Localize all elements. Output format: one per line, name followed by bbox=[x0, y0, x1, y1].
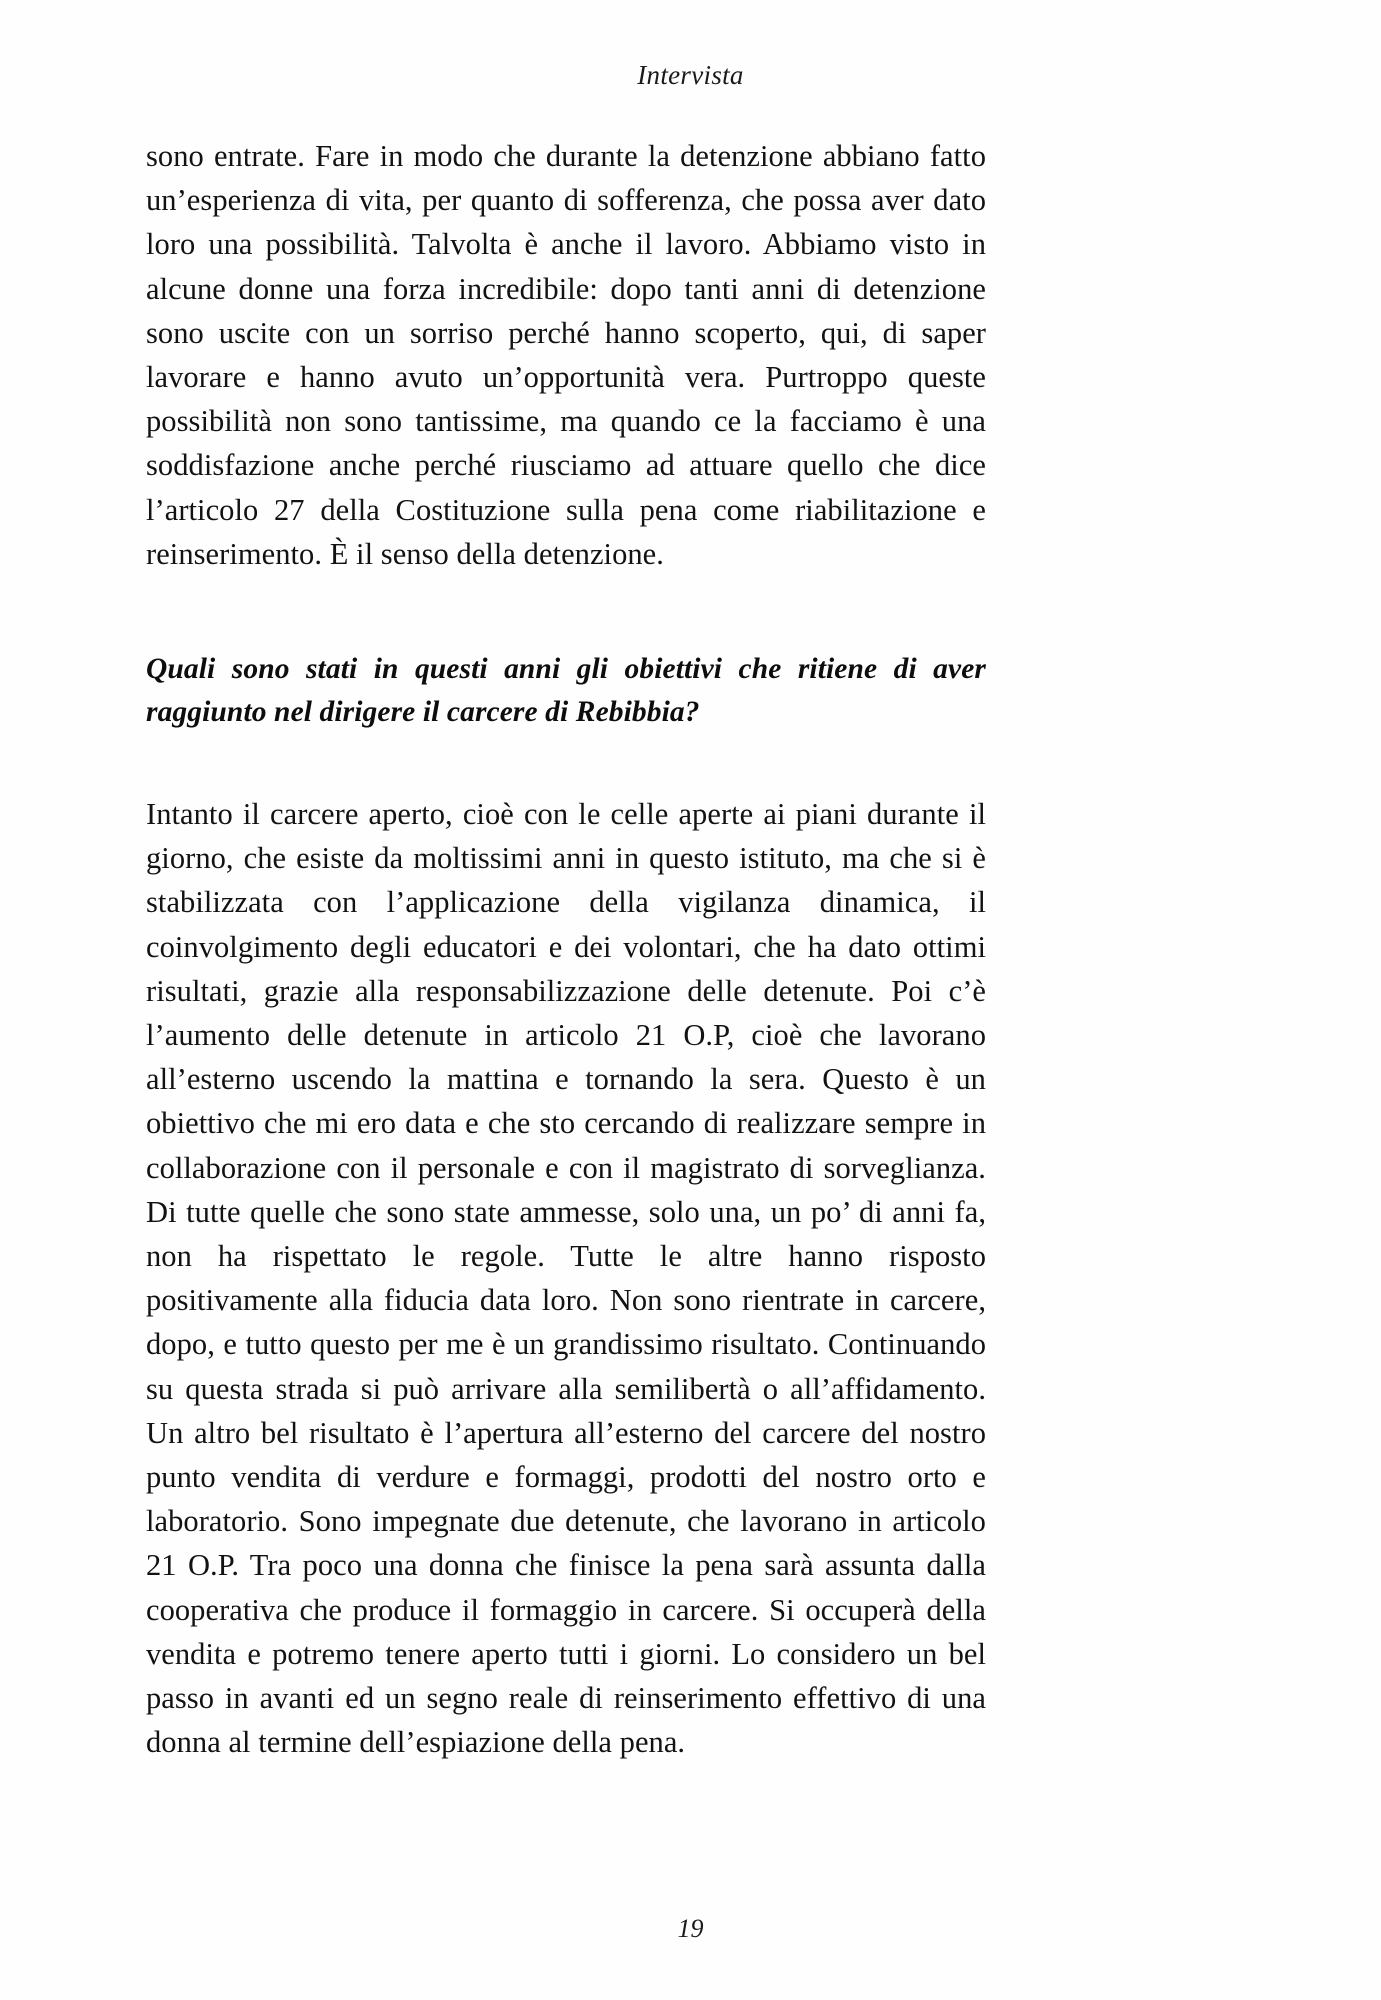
body-paragraph-1: sono entrate. Fare in modo che durante la detenzione abbiano fatto un’esperienza di vita, per quanto di sofferenza, che possa aver dato loro una possibilità. Talvolta è anche il lavoro. Abbiamo visto in alcune donne una forza incredibile: dopo tanti anni di detenzione sono uscite con un sorriso perché hanno scoperto, qui, di saper lavorare e hanno avuto un’opportunità vera. Purtroppo queste possibilità non sono tantissime, ma quando ce la facciamo è una soddisfazione anche perché riusciamo ad attuare quello che dice l’articolo 27 della Costituzione sulla pena come riabilitazione e reinserimento. È il senso della detenzione. bbox=[146, 139, 986, 571]
heading-spacer bbox=[146, 734, 986, 792]
running-header: Intervista bbox=[637, 60, 744, 90]
body-paragraph-2: Intanto il carcere aperto, cioè con le celle aperte ai piani durante il giorno, che esiste da moltissimi anni in questo istituto, ma che si è stabilizzata con l’applicazione della vigilanza dinamica, il coinvolgimento degli educatori e dei volontari, che ha dato ottimi risultati, grazie alla responsabilizzazione delle detenute. Poi c’è l’aumento delle detenute in articolo 21 O.P, cioè che lavorano all’esterno uscendo la mattina e tornando la sera. Questo è un obiettivo che mi ero data e che sto cercando di realizzare sempre in collaborazione con il personale e con il magistrato di sorveglianza. Di tutte quelle che sono state ammesse, solo una, un po’ di anni fa, non ha rispettato le regole. Tutte le altre hanno risposto positivamente alla fiducia data loro. Non sono rientrate in carcere, dopo, e tutto questo per me è un grandissimo risultato. Continuando su questa strada si può arrivare alla semilibertà o all’affidamento. Un altro bel risultato è l’apertura all’esterno del carcere del nostro punto vendita di verdure e formaggi, prodotti del nostro orto e laboratorio. Sono impegnate due detenute, che lavorano in articolo 21 O.P. Tra poco una donna che finisce la pena sarà assunta dalla cooperativa che produce il formaggio in carcere. Si occuperà della vendita e potremo tenere aperto tutti i giorni. Lo considero un bel passo in avanti ed un segno reale di reinserimento effettivo di una donna al termine dell’espiazione della pena. bbox=[146, 797, 986, 1760]
question-heading: Quali sono stati in questi anni gli obiettivi che ritiene di aver raggiunto nel dirigere il carcere di Rebibbia? bbox=[146, 653, 986, 729]
page-number: 19 bbox=[677, 1914, 704, 1943]
paragraph-spacer bbox=[146, 576, 986, 648]
page-content bbox=[146, 134, 986, 1765]
